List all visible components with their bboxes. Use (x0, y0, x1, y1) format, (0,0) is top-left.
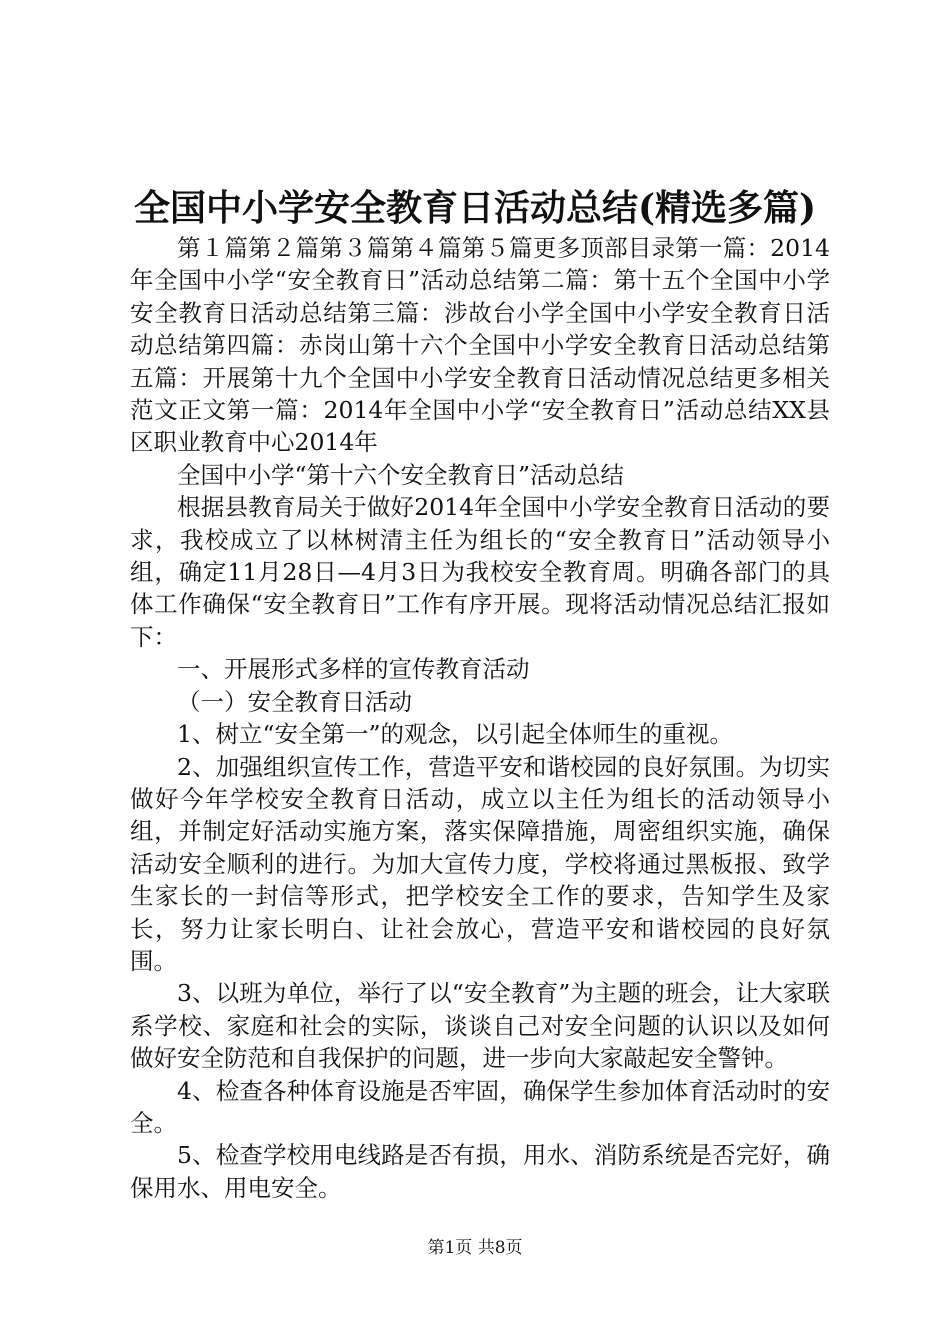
list-item-3: 3、以班为单位，举行了以“安全教育”为主题的班会，让大家联系学校、家庭和社会的实际，谈谈自己对安全问题的认识以及如何做好安全防范和自我保护的问题，进一步向大家敲起安全警钟。 (130, 979, 830, 1073)
document-body (130, 232, 830, 1204)
paragraph-intro: 根据县教育局关于做好2014年全国中小学安全教育日活动的要求，我校成立了以林树清主任为组长的“安全教育日”活动领导小组，确定11月28日—4月3日为我校安全教育周。明确各部门的具体工作确保“安全教育日”工作有序开展。现将活动情况总结汇报如下： (130, 493, 830, 651)
list-item-1: 1、树立“安全第一”的观念，以引起全体师生的重视。 (177, 720, 733, 749)
list-item-4: 4、检查各种体育设施是否牢固，确保学生参加体育活动时的安全。 (130, 1076, 830, 1137)
list-item-2: 2、加强组织宣传工作，营造平安和谐校园的良好氛围。为切实做好今年学校安全教育日活动，成立以主任为组长的活动领导小组，并制定好活动实施方案，落实保障措施，周密组织实施，确保活动安全顺利的进行。为加大宣传力度，学校将通过黑板报、致学生家长的一封信等形式，把学校安全工作的要求，告知学生及家长，努力让家长明白、让社会放心，营造平安和谐校园的良好氛围。 (130, 752, 830, 975)
paragraph-subtitle: 全国中小学“第十六个安全教育日”活动总结 (177, 460, 625, 489)
section-heading-1: 一、开展形式多样的宣传教育活动 (177, 655, 530, 684)
document-title: 全国中小学安全教育日活动总结(精选多篇) (133, 187, 817, 229)
paragraph-toc: 第１篇第２篇第３篇第４篇第５篇更多顶部目录第一篇：2014年全国中小学“安全教育日”活动总结第二篇：第十五个全国中小学安全教育日活动总结第三篇：涉故台小学全国中小学安全教育日活动总结第四篇：赤岗山第十六个全国中小学安全教育日活动总结第五篇：开展第十九个全国中小学安全教育日活动情况总结更多相关范文正文第一篇：2014年全国中小学“安全教育日”活动总结XX县区职业教育中心2014年 (130, 234, 830, 457)
subsection-heading-1: （一）安全教育日活动 (177, 687, 412, 716)
list-item-5: 5、检查学校用电线路是否有损，用水、消防系统是否完好，确保用水、用电安全。 (130, 1141, 830, 1202)
page-number-footer: 第1页 共8页 (427, 1238, 523, 1258)
